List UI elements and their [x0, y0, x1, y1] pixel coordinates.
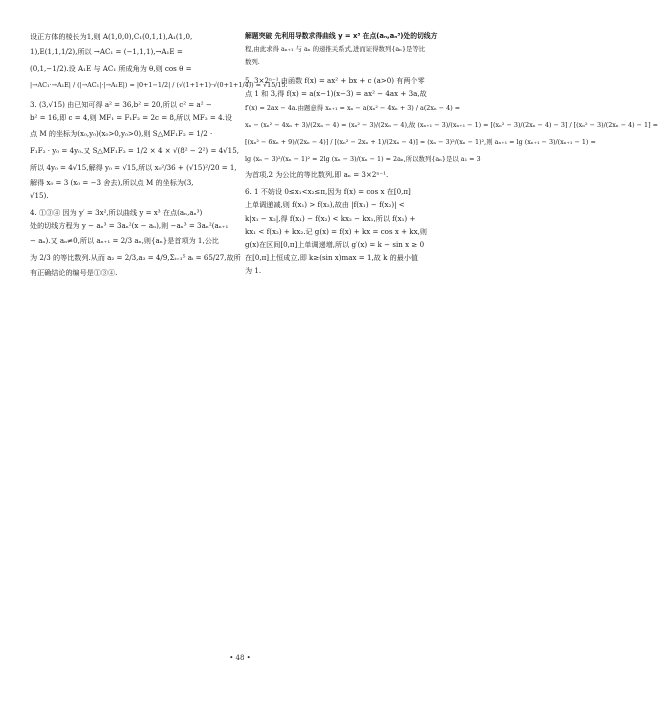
problem-6-heading: 6. 1 不妨设 0≤x₁<x₂≤π,因为 f(x) = cos x 在[0,π]	[245, 187, 411, 197]
text-line: k|x₁ − x₂|,得 f(x₁) − f(x₂) < kx₂ − kx₁,所以 f(x₁) +	[245, 213, 416, 223]
formula-line: f′(x) = 2ax − 4a.由题意得 xₙ₊₁ = xₙ − a(xₙ² − 4xₙ + 3) / a(2xₙ − 4) =	[245, 104, 461, 113]
problem-3-heading: 3. (3,√15) 由已知可得 a² = 36,b² = 20,所以 c² = a² −	[30, 100, 212, 110]
text-line: 设正方体的棱长为1,则 A(1,0,0),C₁(0,1,1),A₁(1,0,	[30, 32, 193, 41]
text-line: 解得 x₀ = 3 (x₀ = −3 舍去),所以点 M 的坐标为(3,	[30, 177, 194, 187]
text-line: g(x)在区间[0,π]上单调递增,所以 g′(x) = k − sin x ≥ 0	[245, 240, 425, 250]
page-number: • 48 •	[229, 654, 251, 662]
text-line: 处的切线方程为 y − aₙ³ = 3aₙ²(x − aₙ),则 −aₙ³ = 3aₙ²(aₙ₊₁	[30, 221, 229, 231]
text-line: 程,由此求得 aₙ₊₁ 与 aₙ 的递推关系式,进而证得数列{aₙ}是等比	[245, 45, 426, 54]
solution-tip: 解题突破 先利用导数求得曲线 y = x³ 在点(aₙ,aₙ³)处的切线方	[245, 32, 438, 40]
right-column	[245, 30, 658, 278]
text-line: F₁F₂ · y₀ = 4y₀.又 S△MF₁F₂ = 1/2 × 4 × √(8² − 2²) = 4√15,	[30, 145, 239, 155]
text-line: kx₁ < f(x₂) + kx₂.记 g(x) = f(x) + kx = cos x + kx,则	[245, 226, 427, 236]
text-line: 点 1 和 3,得 f(x) = a(x−1)(x−3) = ax² − 4ax + 3a,故	[245, 88, 427, 98]
text-line: 所以 4y₀ = 4√15,解得 y₀ = √15,所以 x₀²/36 + (√15)²/20 = 1,	[30, 162, 237, 172]
left-column	[30, 30, 288, 280]
formula-line: xₙ − (xₙ² − 4xₙ + 3)/(2xₙ − 4) = (xₙ² − 3)/(2xₙ − 4),故 (xₙ₊₁ − 3)/(xₙ₊₁ − 1) = [(xₙ² − 3)/(2xₙ − 4) − 3] / [(xₙ² − 3)/(2xₙ − 4) − 1] =	[245, 121, 658, 130]
text-line: 为 2/3 的等比数列.从而 a₂ = 2/3,a₃ = 4/9,Σᵢ₌₁⁵ aᵢ = 65/27,故所	[30, 253, 241, 263]
text-line: 为 1.	[245, 266, 262, 276]
text-line: 有正确结论的编号是①③④.	[30, 268, 118, 278]
text-line: 点 M 的坐标为(x₀,y₀)(x₀>0,y₀>0),则 S△MF₁F₂ = 1/2 ·	[30, 128, 213, 138]
formula-line: |→AC₁·→A₁E| / (|→AC₁|·|→A₁E|) = |0+1−1/2| / (√(1+1+1)·√(0+1+1/4)) = √15/15.	[30, 81, 288, 90]
text-line: − aₙ).又 aₙ≠0,所以 aₙ₊₁ = 2/3 aₙ,则{aₙ}是首项为 1,公比	[30, 236, 219, 246]
text-line: 在[0,π]上恒成立,即 k≥(sin x)max = 1,故 k 的最小值	[245, 253, 419, 263]
text-line: 1),E(1,1,1/2),所以 →AC₁ = (−1,1,1),→A₁E =	[30, 47, 183, 57]
text-line: (0,1,−1/2).设 A₁E 与 AC₁ 所成角为 θ,则 cos θ =	[30, 64, 192, 74]
text-line: b² = 16,即 c = 4,则 MF₁ = F₁F₂ = 2c = 8,所以 MF₂ = 4.设	[30, 113, 232, 123]
text-line: 上单调递减,则 f(x₁) > f(x₂),故由 |f(x₁) − f(x₂)| <	[245, 200, 405, 210]
problem-4-heading: 4. ①③④ 因为 y′ = 3x²,所以曲线 y = x³ 在点(aₙ,aₙ³)	[30, 208, 203, 218]
formula-line: [(xₙ² − 6xₙ + 9)/(2xₙ − 4)] / [(xₙ² − 2xₙ + 1)/(2xₙ − 4)] = (xₙ − 3)²/(xₙ − 1)²,则 aₙ₊₁ = lg (xₙ₊₁ − 3)/(xₙ₊₁ − 1) =	[245, 138, 596, 147]
text-line: 数列.	[245, 58, 260, 67]
formula-line: lg (xₙ − 3)²/(xₙ − 1)² = 2lg (xₙ − 3)/(xₙ − 1) = 2aₙ,所以数列{aₙ}是以 a₁ = 3	[245, 155, 481, 164]
text-line: 为首项,2 为公比的等比数列,即 aₙ = 3×2ⁿ⁻¹.	[245, 170, 389, 180]
text-line: √15).	[30, 190, 49, 200]
problem-5-heading: 5. 3×2ⁿ⁻¹ 由函数 f(x) = ax² + bx + c (a>0) 有两个零	[245, 75, 425, 85]
